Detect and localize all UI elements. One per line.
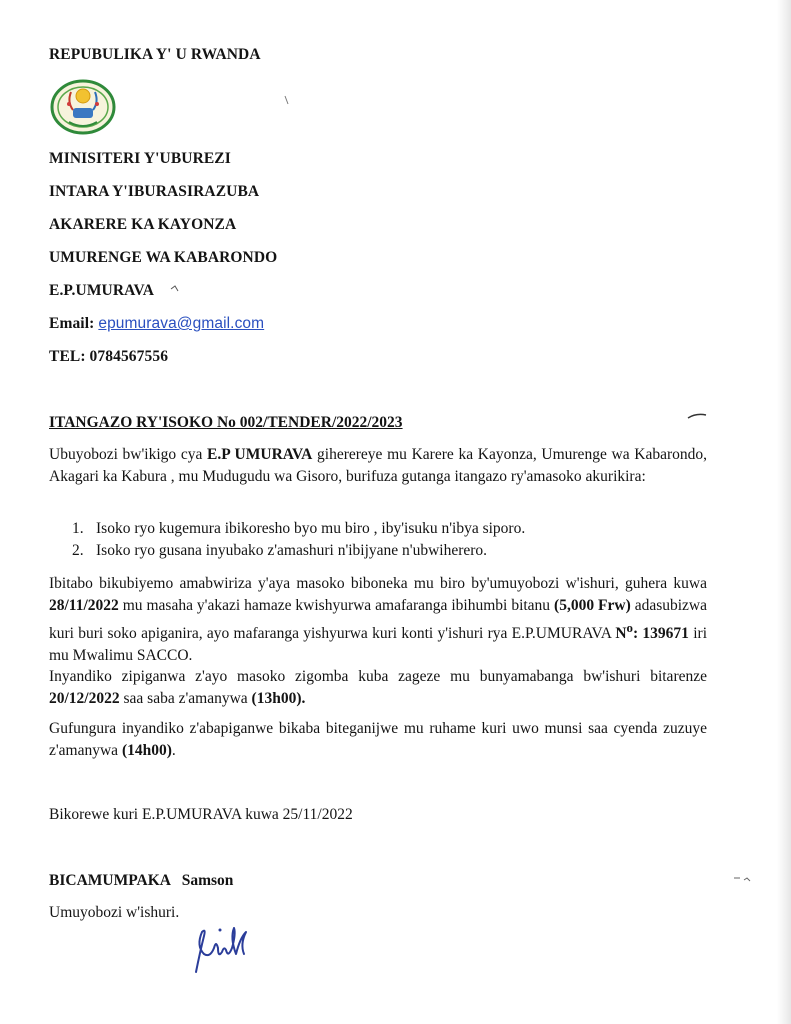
opening-paragraph [49,718,707,762]
intro-text-start: Ubuyobozi bw'ikigo cya [49,446,208,463]
signatory-title: Umuyobozi w'ishuri. [49,904,180,921]
email-line [49,315,264,333]
documents-text-b: mu masaha y'akazi hamaze kwishyurwa amafaranga ibihumbi bitanu [118,597,555,614]
email-link[interactable]: epumurava@gmail.com [98,315,265,332]
documents-text-c: adasubizwa kuri buri soko apiganira, ayo mafaranga yishyurwa kuri konti y'ishuri rya E.P.UMURAVA [49,597,707,643]
documents-paragraph [49,573,707,667]
documents-text-d: iri mu Mwalimu SACCO. [49,625,707,665]
scan-edge-shadow [777,0,791,1024]
signatory-name: BICAMUMPAKA Samson [49,872,234,889]
opening-text-end: . [171,742,176,759]
ministry-heading: MINISITERI Y'UBUREZI [49,150,231,167]
documents-text-a: Ibitabo bikubiyemo amabwiriza y'aya masoko biboneka mu biro by'umuyobozi w'ishuri, guhera kuwa [49,575,707,592]
sector-heading: UMURENGE WA KABARONDO [49,249,278,266]
documents-fee: (5,000 Frw) [554,597,631,614]
done-at-line: Bikorewe kuri E.P.UMURAVA kuwa 25/11/2022 [49,806,353,823]
list-item-number: 1. [72,520,84,537]
district-heading: AKARERE KA KAYONZA [49,216,237,233]
submission-deadline: 20/12/2022 [49,690,120,707]
republic-heading: REPUBULIKA Y' U RWANDA [49,46,261,63]
school-heading: E.P.UMURAVA [49,282,155,299]
submission-text-a: Inyandiko zipiganwa z'ayo masoko zigomba kuba zageze mu bunyamabanga bw'ishuri bitarenze [49,668,707,685]
documents-start-date: 28/11/2022 [49,597,119,614]
account-label: N [615,625,627,643]
intro-school-name: E.P UMURAVA [207,446,313,463]
account-label-sup: o [626,620,633,635]
submission-time: (13h00). [251,690,306,707]
account-number: : 139671 [632,625,689,643]
submission-text-b: saa saba z'amanywa [119,690,252,707]
intro-paragraph [49,444,707,488]
opening-text: Gufungura inyandiko z'abapiganwe bikaba biteganijwe mu ruhame kuri uwo munsi saa cyenda zuzuye z'amanywa [49,720,707,759]
province-heading: INTARA Y'IBURASIRAZUBA [49,183,260,200]
list-item [72,540,525,562]
notice-title: ITANGAZO RY'ISOKO No 002/TENDER/2022/2023 [49,414,403,431]
handwritten-signature [186,924,256,976]
scan-speck [686,412,710,420]
list-item [72,518,525,540]
tender-list [72,518,525,562]
email-label: Email: [49,315,95,332]
telephone-line: TEL: 0784567556 [49,348,169,365]
opening-time: (14h00) [121,742,172,759]
list-item-number: 2. [72,542,84,559]
scan-speck [170,283,180,293]
intro-text-end: giherereye mu Karere ka Kayonza, Umurenge wa Kabarondo, Akagari ka Kabura , mu Mudugudu wa Gisoro, burifuza gutanga itangazo ry'amasoko akurikira: [49,446,707,485]
rwanda-emblem-icon [49,78,117,136]
submission-paragraph [49,666,707,710]
list-item-text: Isoko ryo gusana inyubako z'amashuri n'ibijyane n'ubwiherero. [96,542,488,559]
scan-speck [732,874,758,884]
scan-speck [283,94,291,106]
list-item-text: Isoko ryo kugemura ibikoresho byo mu biro , iby'isuku n'ibya siporo. [96,520,526,537]
